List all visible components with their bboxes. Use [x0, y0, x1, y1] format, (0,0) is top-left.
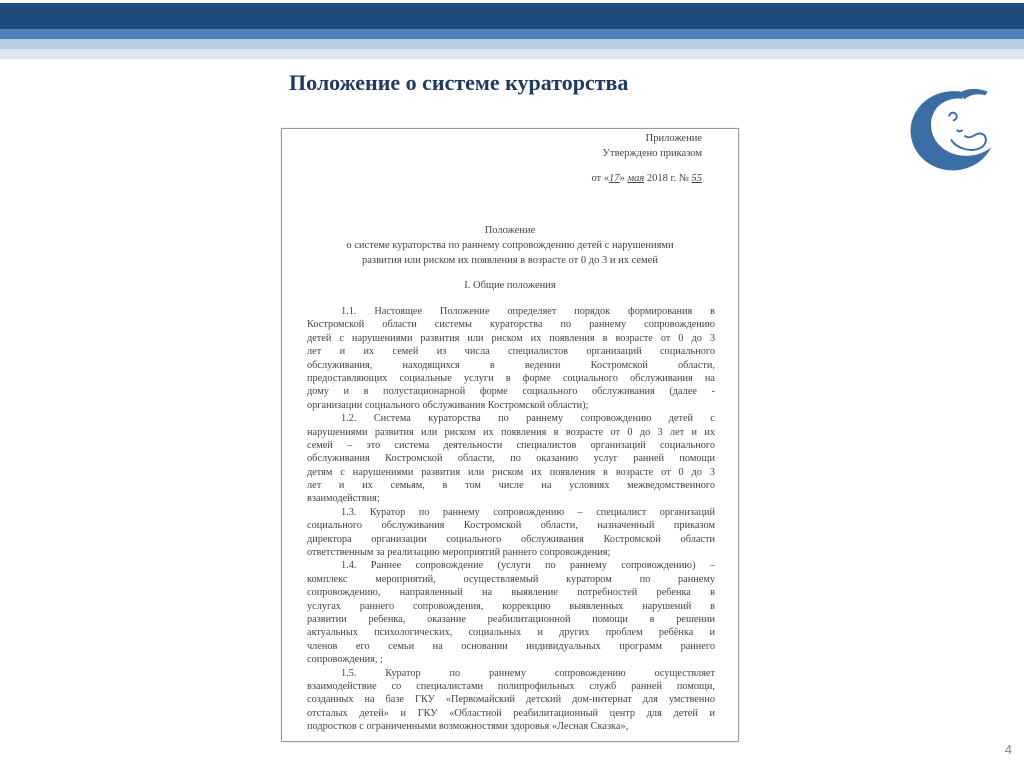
doc-line: сопровождению, направленный на выявление потребностей ребенка в — [307, 587, 715, 599]
doc-line: отсталых детей» и ГКУ «Областной реабилитационный центр для детей и — [307, 707, 715, 719]
doc-appendix: Приложение — [645, 133, 702, 144]
date-prefix: от « — [591, 173, 610, 184]
header-band-mid — [0, 29, 1024, 39]
doc-line: социального обслуживания Костромской области, назначенный приказом — [307, 520, 715, 532]
doc-line: 1.2. Система кураторства по раннему сопровождению детей с — [341, 413, 715, 425]
doc-line: детям с нарушениями развития или риском их появления в возрасте от 0 до 3 — [307, 466, 715, 478]
doc-line: развитии ребенка, оказание реабилитационной помощи в решении — [307, 613, 715, 625]
doc-line: Костромской области системы кураторства по раннему сопровождению — [307, 319, 715, 331]
doc-line: 1.3. Куратор по раннему сопровождению – специалист организаций — [341, 506, 715, 518]
date-mid: » — [619, 173, 625, 184]
header-band-pale — [0, 49, 1024, 59]
doc-approved: Утверждено приказом — [602, 148, 702, 159]
doc-line: 1.1. Настоящее Положение определяет порядок формирования в — [341, 306, 715, 317]
header-band-light — [0, 39, 1024, 49]
doc-section-heading: I. Общие положения — [464, 280, 556, 291]
doc-line: подростков с ограниченными возможностями здоровья «Лесная Сказка», — [307, 721, 629, 733]
doc-line: 1.4. Раннее сопровождение (услуги по раннему сопровождению) – — [341, 560, 715, 572]
doc-line: организации социального обслуживания Костромской области); — [307, 399, 589, 411]
doc-line: обслуживания, находящихся в ведении Костромской области, — [307, 359, 715, 371]
doc-line: предоставляющих социальные услуги в форме социального обслуживания на — [307, 372, 715, 384]
page-number: 4 — [1004, 742, 1012, 757]
doc-heading: Положение — [484, 225, 536, 236]
baby-in-moon-logo-icon — [903, 80, 999, 176]
doc-body — [307, 305, 715, 734]
doc-line: лет и их семей из числа специалистов организаций социального — [307, 346, 715, 358]
doc-subheading-1: о системе кураторства по раннему сопровождению детей с нарушениями — [346, 240, 674, 251]
doc-line: дому и в полустационарной форме социального обслуживания (далее - — [307, 386, 715, 398]
doc-line: созданных на базе ГКУ «Первомайский детский дом-интернат для умственно — [307, 694, 715, 706]
header-band-dark — [0, 3, 1024, 29]
doc-line: услугах раннего сопровождения, коррекцию выявленных нарушений в — [307, 600, 715, 612]
order-number: 55 — [691, 173, 702, 184]
doc-date-line — [591, 173, 702, 184]
doc-line: комплекс мероприятий, осуществляемый куратором по раннему — [307, 573, 715, 585]
doc-line: 1.5. Куратор по раннему сопровождению осуществляет — [341, 667, 715, 679]
date-day: 17 — [609, 173, 620, 184]
doc-line: лет и их семьям, в том числе на условиях межведомственного — [307, 480, 715, 492]
doc-line: директора организации социального обслуживания Костромской области — [307, 533, 715, 545]
doc-line: актуальных психологических, социальных и других проблем ребёнка и — [307, 627, 715, 639]
doc-line: взаимодействие со специалистами полипрофильных служб ранней помощи, — [307, 680, 715, 692]
date-year: 2018 г. № — [646, 173, 689, 184]
doc-line: сопровождения, ; — [307, 654, 383, 666]
doc-line: нарушениями развития или риском их появления в возрасте от 0 до 3 лет и их — [307, 426, 715, 438]
doc-line: членов его семьи на основании индивидуальных программ раннего — [307, 640, 715, 652]
slide-title: Положение о системе кураторства — [289, 70, 629, 95]
doc-line: взаимодействия; — [307, 493, 380, 505]
scanned-document — [281, 128, 739, 742]
doc-line: детей с нарушениями развития или риском их появления в возрасте от 0 до 3 — [307, 332, 715, 344]
doc-line: семей – это система деятельности специалистов организаций социального — [307, 439, 715, 451]
doc-subheading-2: развития или риском их появления в возрасте от 0 до 3 и их семей — [362, 255, 658, 266]
doc-line: обслуживания Костромской области, по оказанию услуг ранней помощи — [307, 453, 715, 465]
date-month: мая — [627, 173, 645, 184]
doc-line: ответственным за реализацию мероприятий раннего сопровождения; — [307, 547, 611, 559]
